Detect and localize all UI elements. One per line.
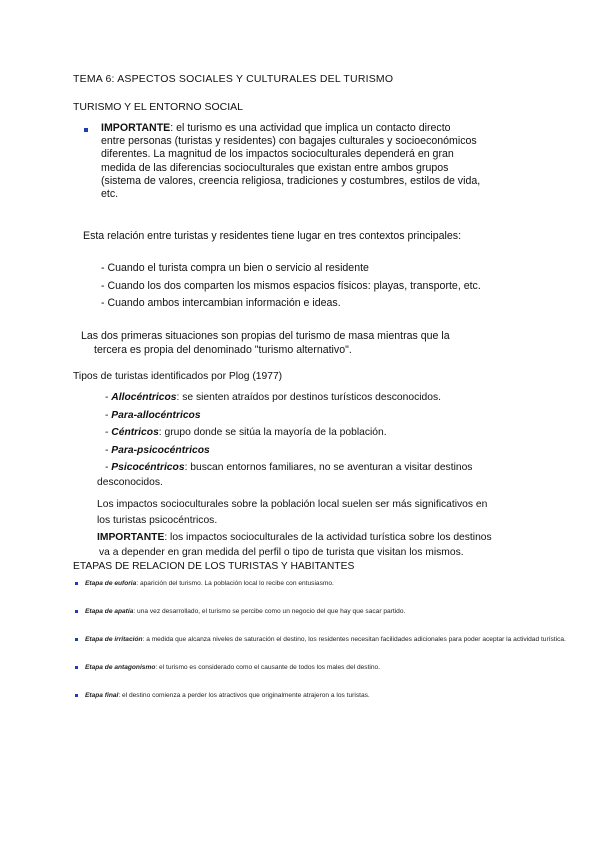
impacts-paragraph: Los impactos socioculturales sobre la población local suelen ser más significativos en los turistas psicocéntricos. <box>97 499 488 526</box>
context-item: - Cuando ambos intercambian información e ideas. <box>101 297 341 309</box>
important-2-paragraph: IMPORTANTE: los impactos socioculturales de la actividad turística sobre los destinos va a depender en gran medida del perfil o tipo de turista que visitan los mismos. <box>97 532 492 558</box>
plog-title: Tipos de turistas identificados por Plog (1977) <box>73 371 283 382</box>
important-line-3: diferentes. La magnitud de los impactos socioculturales dependerá en gran <box>101 148 454 161</box>
important-line-2: entre personas (turistas y residentes) con bagajes culturales y socioeconómicos <box>101 135 477 148</box>
contexts-list <box>101 260 481 313</box>
plog-type-allocentric: - Allocéntricos: se sienten atraídos por destinos turísticos desconocidos. <box>105 392 441 403</box>
mass-tourism-paragraph: Las dos primeras situaciones son propias del turismo de masa mientras que la tercera es propia del denominado "turismo alternativo". <box>81 330 450 356</box>
important-paragraph <box>101 122 521 201</box>
important-2-label: IMPORTANTE <box>97 532 165 543</box>
context-item: - Cuando el turista compra un bien o servicio al residente <box>101 262 369 274</box>
plog-types-list <box>95 389 525 491</box>
bullet-square-icon <box>75 694 78 697</box>
bullet-square-icon <box>75 610 78 613</box>
etapas-title: ETAPAS DE RELACION DE LOS TURISTAS Y HABITANTES <box>73 561 355 572</box>
plog-type-para-psicocentric: - Para-psicocéntricos <box>105 444 210 456</box>
document-title: TEMA 6: ASPECTOS SOCIALES Y CULTURALES DEL TURISMO <box>73 73 394 85</box>
important-line-4: medida de las diferencias socioculturales que existan entre ambos grupos <box>101 161 449 174</box>
important-line-6: etc. <box>101 188 119 201</box>
plog-type-psicocentric: - Psicocéntricos: buscan entornos familiares, no se aventuran a visitar destinos <box>105 462 473 473</box>
stage-item: Etapa de apatía: una vez desarrollado, el turismo se percibe como un negocio del que hay que sacar partido. <box>75 608 405 615</box>
important-label: IMPORTANTE <box>101 122 171 134</box>
plog-type-para-allocentric: - Para-allocéntricos <box>105 409 201 421</box>
bullet-square-icon <box>84 128 88 132</box>
context-item: - Cuando los dos comparten los mismos espacios físicos: playas, transporte, etc. <box>101 279 481 292</box>
section-title: TURISMO Y EL ENTORNO SOCIAL <box>73 101 243 113</box>
stage-item: Etapa final: el destino comienza a perder los atractivos que originalmente atrajeron a los turistas. <box>75 692 370 699</box>
stage-item: Etapa de irritación: a medida que alcanza niveles de saturación el destino, los residentes necesitan facilidades adicionales para poder aceptar la actividad turística. <box>75 636 566 643</box>
bullet-square-icon <box>75 638 78 641</box>
plog-type-centric: - Céntricos: grupo donde se sitúa la mayoría de la población. <box>105 427 387 438</box>
stage-item: Etapa de antagonismo: el turismo es considerado como el causante de todos los males del destino. <box>75 664 380 671</box>
bullet-square-icon <box>75 666 78 669</box>
contexts-intro: Esta relación entre turistas y residentes tiene lugar en tres contextos principales: <box>83 230 462 242</box>
plog-type-psicocentric-continuation: desconocidos. <box>97 476 163 488</box>
stage-item: Etapa de euforia: aparición del turismo. La población local lo recibe con entusiasmo. <box>75 580 334 587</box>
bullet-square-icon <box>75 582 78 585</box>
important-line-1: IMPORTANTE: el turismo es una actividad que implica un contacto directo <box>101 122 451 134</box>
important-line-5: (sistema de valores, creencia religiosa, tradiciones y costumbres, estilos de vida, <box>101 174 481 187</box>
